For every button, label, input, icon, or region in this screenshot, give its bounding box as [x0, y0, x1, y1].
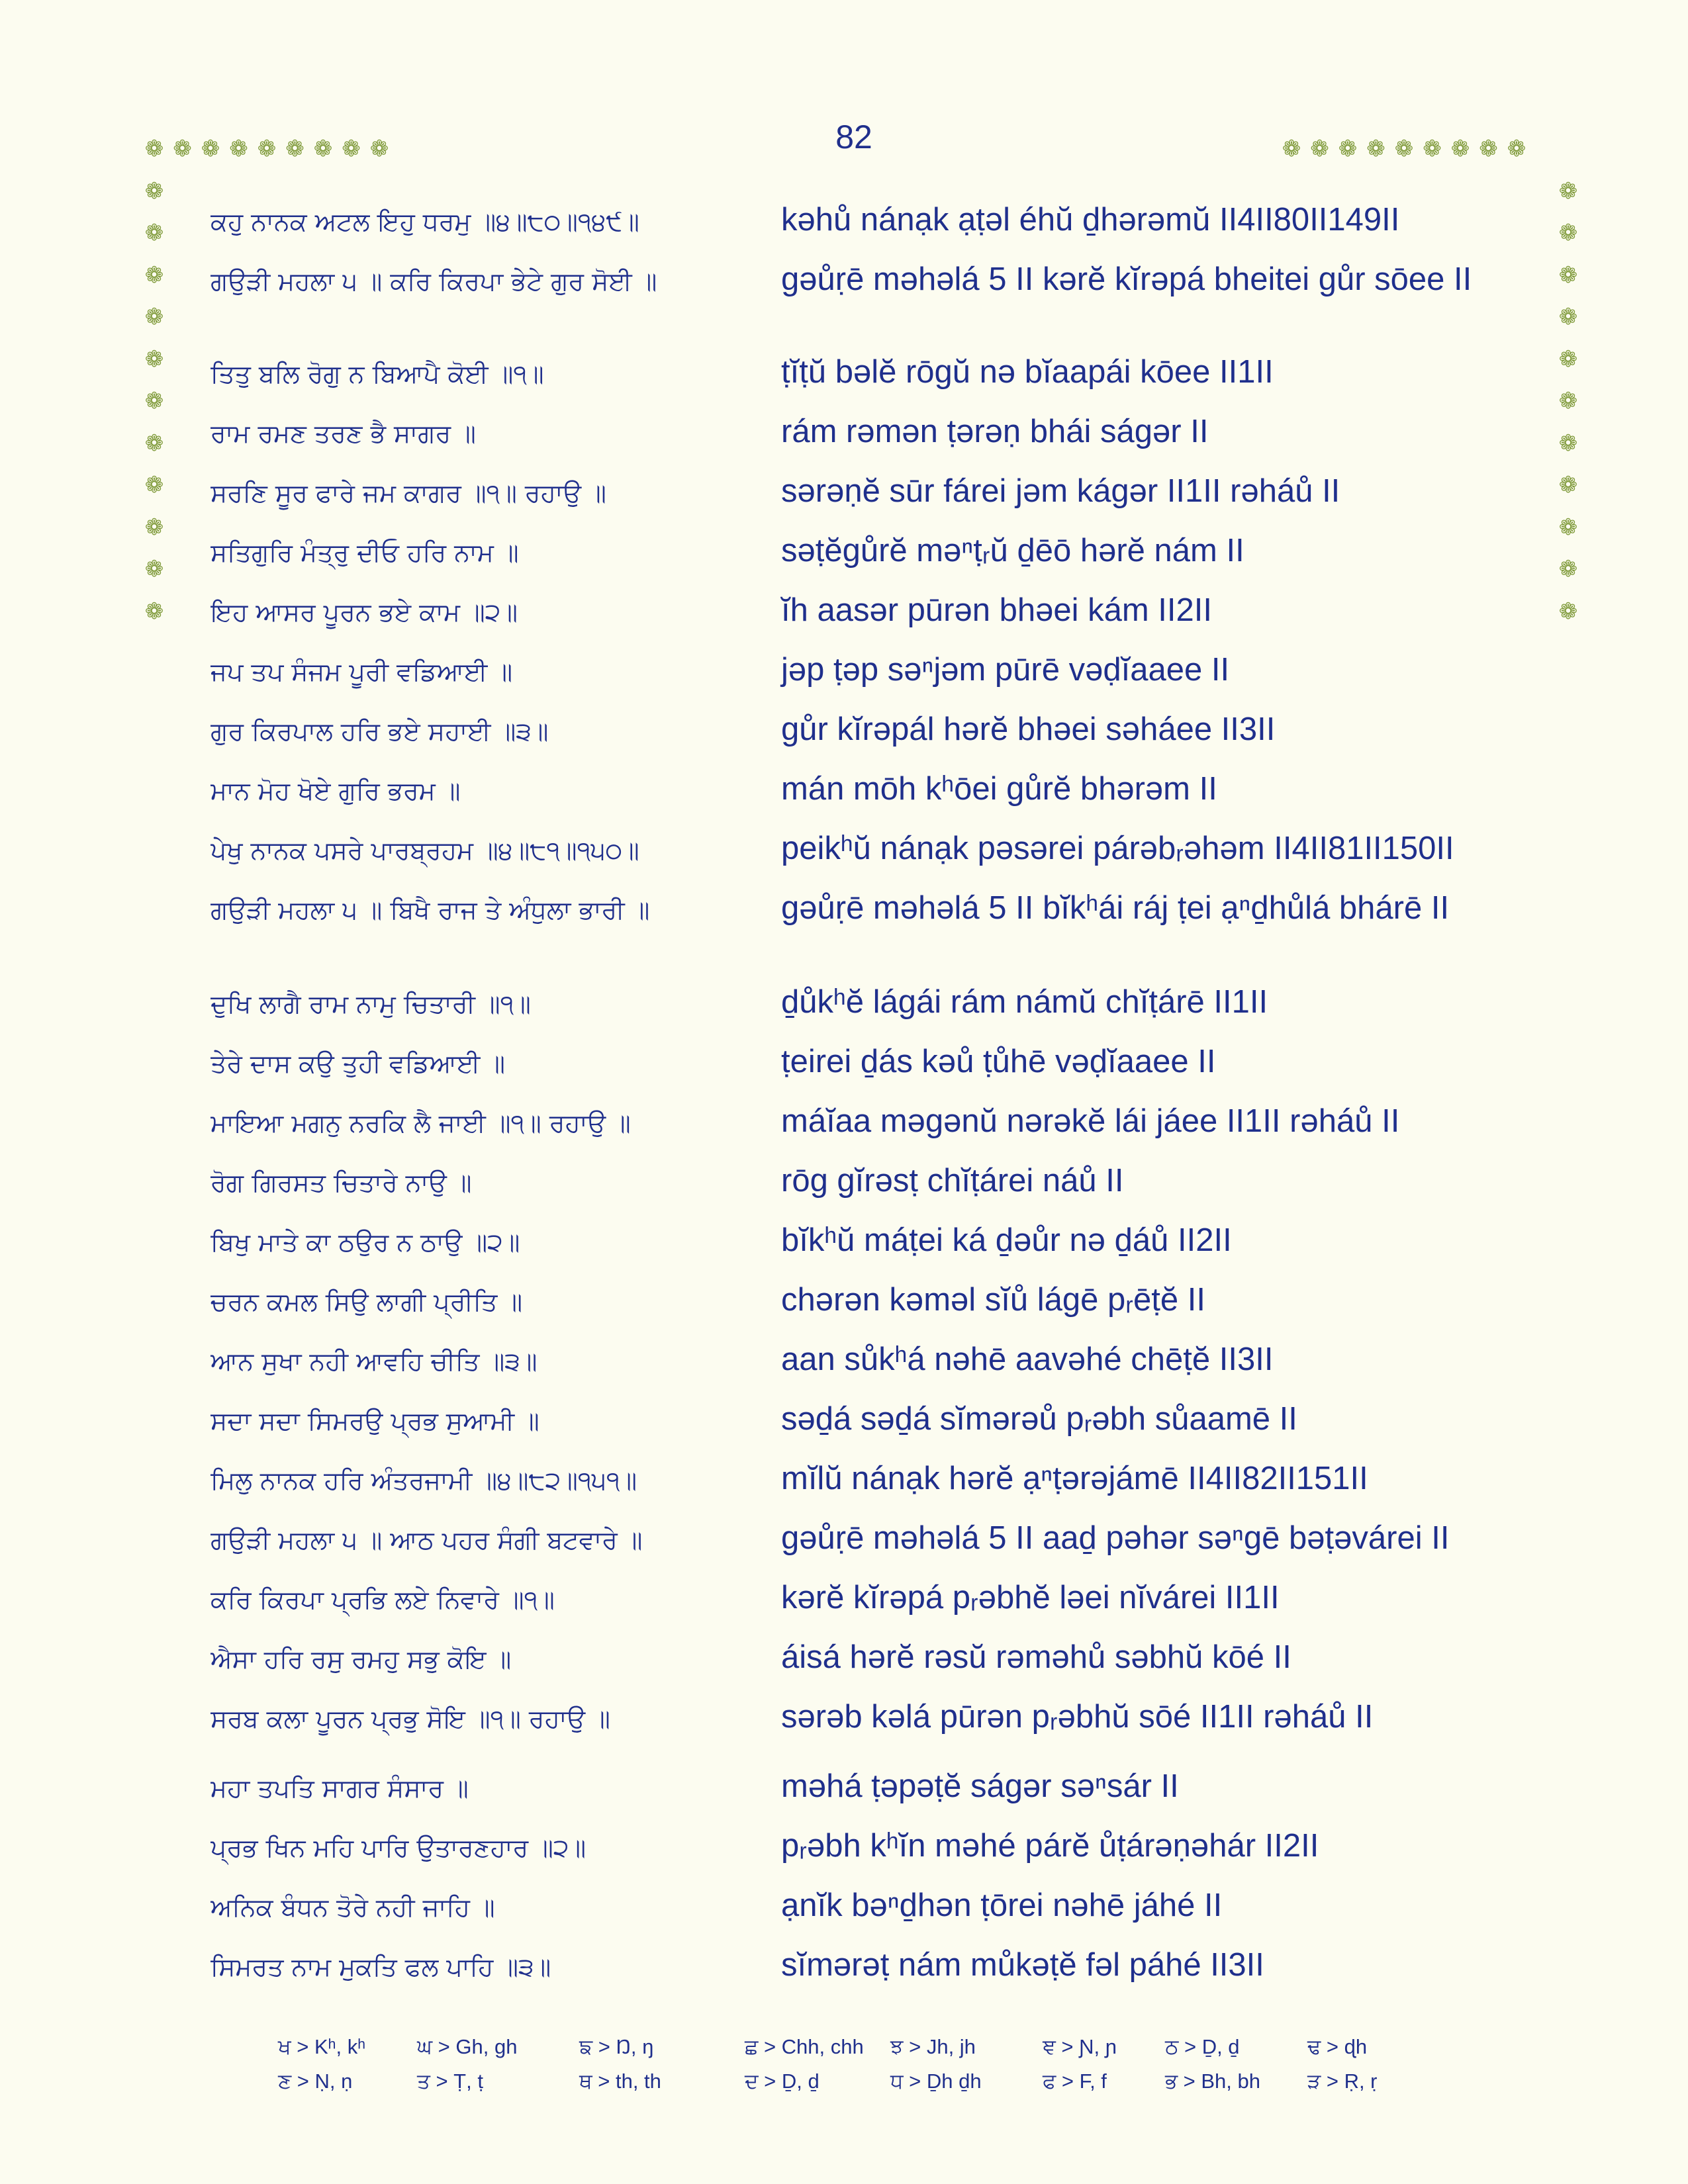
flower-ornament-icon: ❁ [1366, 136, 1385, 162]
transliteration-text: gůr kĭrəpál hərĕ bhəei səháee II3II [781, 711, 1276, 747]
transliteration-text: aan sůkʰá nəhē aavəhé chēṭĕ II3II [781, 1342, 1274, 1377]
verse-line [0, 1580, 1688, 1633]
flower-ornament-icon: ❁ [1558, 430, 1578, 457]
verse-line [0, 1768, 1688, 1821]
gurmukhi-text: ਪ੍ਰਭ ਖਿਨ ਮਹਿ ਪਾਰਿ ਉਤਾਰਣਹਾਰ ॥੨॥ [211, 1833, 586, 1862]
transliteration-text: sərəṇĕ sūr fárei jəm kágər II1II rəháů II [781, 473, 1340, 509]
gurmukhi-text: ਇਹ ਆਸਰ ਪੂਰਨ ਭਏ ਕਾਮ ॥੨॥ [211, 598, 518, 627]
verse-line [0, 1401, 1688, 1454]
flower-ornament-icon: ❁ [369, 136, 389, 162]
verse-line [0, 354, 1688, 407]
flower-ornament-icon: ❁ [1450, 136, 1470, 162]
transliteration-text: gəůṛē məhəlá 5 II bĭkʰái ráj ṭei ạⁿḏhůlá bhárē II [781, 890, 1450, 926]
verse-line [0, 202, 1688, 255]
gurmukhi-text: ਦੁਖਿ ਲਾਗੈ ਰਾਮ ਨਾਮੁ ਚਿਤਾਰੀ ॥੧॥ [211, 989, 531, 1019]
gurmukhi-text: ਆਨ ਸੁਖਾ ਨਹੀ ਆਵਹਿ ਚੀਤਿ ॥੩॥ [211, 1347, 538, 1376]
gurmukhi-text: ਮਿਲੁ ਨਾਨਕ ਹਰਿ ਅੰਤਰਜਾਮੀ ॥੪॥੮੨॥੧੫੧॥ [211, 1466, 637, 1495]
transliteration-text: gəůṛē məhəlá 5 II kərĕ kĭrəpá bheitei gůr sōee II [781, 261, 1472, 297]
verse-line [0, 1044, 1688, 1097]
flower-ornament-icon: ❁ [1558, 345, 1578, 373]
legend-entry: ਤ > Ṭ, ṭ [417, 2070, 483, 2093]
gurmukhi-text: ਸਰਣਿ ਸੂਰ ਫਾਰੇ ਜਮ ਕਾਗਰ ॥੧॥ ਰਹਾਉ ॥ [211, 478, 606, 508]
transliteration-text: jəp ṭəp səⁿjəm pūrē vəḍĭaaee II [781, 652, 1230, 688]
flower-ornament-icon: ❁ [1282, 136, 1301, 162]
flower-ornament-icon: ❁ [313, 136, 333, 162]
verse-line [0, 1699, 1688, 1752]
gurmukhi-text: ਗੁਰ ਕਿਰਪਾਲ ਹਰਿ ਭਏ ਸਹਾਈ ॥੩॥ [211, 717, 549, 746]
flower-ornament-icon: ❁ [144, 261, 164, 289]
flower-ornament-icon: ❁ [1558, 261, 1578, 289]
verse-line [0, 984, 1688, 1037]
legend-entry: ਥ > th, th [579, 2070, 661, 2093]
flower-ornament-icon: ❁ [144, 136, 164, 162]
transliteration-text: kərĕ kĭrəpá pᵣəbhĕ ləei nĭvárei II1II [781, 1580, 1280, 1615]
flower-ornament-icon: ❁ [1338, 136, 1358, 162]
verse-line [0, 890, 1688, 943]
transliteration-text: ṭeirei ḏás kəů ṭůhē vəḍĭaaee II [781, 1044, 1216, 1079]
gurmukhi-text: ਰੋਗ ਗਿਰਸਤ ਚਿਤਾਰੇ ਨਾਉ ॥ [211, 1168, 472, 1197]
flower-ornament-icon: ❁ [229, 136, 248, 162]
flower-ornament-icon: ❁ [1558, 556, 1578, 582]
transliteration-text: pᵣəbh kʰĭn məhé párĕ ůṭárəṇəhár II2II [781, 1828, 1319, 1864]
verse-line [0, 414, 1688, 467]
flower-ornament-icon: ❁ [144, 388, 164, 414]
transliteration-legend [278, 2035, 1436, 2108]
flower-ornament-icon: ❁ [144, 556, 164, 582]
transliteration-text: máĭaa məgənŭ nərəkĕ lái jáee II1II rəháů II [781, 1103, 1400, 1139]
flower-ornament-icon: ❁ [1558, 304, 1578, 330]
flower-ornament-icon: ❁ [1558, 177, 1578, 205]
legend-entry: ਙ > Ŋ, ŋ [579, 2035, 654, 2058]
flower-ornament-icon: ❁ [1558, 388, 1578, 414]
gurmukhi-text: ਐਸਾ ਹਰਿ ਰਸੁ ਰਮਹੁ ਸਭੁ ਕੋਇ ॥ [211, 1645, 512, 1674]
gurmukhi-text: ਮਾਨ ਮੋਹ ਖੋਏ ਗੁਰਿ ਭਰਮ ॥ [211, 776, 461, 805]
gurmukhi-text: ਜਪ ਤਪ ਸੰਜਮ ਪੂਰੀ ਵਡਿਆਈ ॥ [211, 657, 513, 686]
gurmukhi-text: ਬਿਖੁ ਮਾਤੇ ਕਾ ਠਉਰ ਨ ਠਾਉ ॥੨॥ [211, 1228, 520, 1257]
verse-line [0, 1342, 1688, 1394]
transliteration-text: sĭmərəṭ nám můkəṭĕ fəl páhé II3II [781, 1947, 1264, 1983]
flower-ornament-icon: ❁ [144, 177, 164, 205]
flower-ornament-icon: ❁ [1394, 136, 1414, 162]
legend-entry: ਦ > Ḏ, ḏ [745, 2070, 820, 2093]
gurmukhi-text: ਸਰਬ ਕਲਾ ਪੂਰਨ ਪ੍ਰਭੁ ਸੋਇ ॥੧॥ ਰਹਾਉ ॥ [211, 1704, 610, 1733]
gurmukhi-text: ਮਾਇਆ ਮਗਨੁ ਨਰਕਿ ਲੈ ਜਾਈ ॥੧॥ ਰਹਾਉ ॥ [211, 1109, 631, 1138]
transliteration-text: ạnĭk bəⁿḏhən ṭōrei nəhē jáhé II [781, 1888, 1223, 1923]
transliteration-text: rōg gĭrəsṭ chĭṭárei náů II [781, 1163, 1124, 1199]
transliteration-text: chərən kəməl sĭů lágē pᵣēṭĕ II [781, 1282, 1205, 1318]
gurmukhi-text: ਅਨਿਕ ਬੰਧਨ ਤੋਰੇ ਨਹੀ ਜਾਹਿ ॥ [211, 1893, 495, 1922]
flower-ornament-icon: ❁ [1423, 136, 1442, 162]
gurmukhi-text: ਸਿਮਰਤ ਨਾਮ ਮੁਕਤਿ ਫਲ ਪਾਹਿ ॥੩॥ [211, 1952, 551, 1981]
legend-entry: ਝ > Jh, jh [890, 2035, 976, 2058]
transliteration-text: gəůṛē məhəlá 5 II aaḏ pəhər səⁿgē bəṭəvárei II [781, 1520, 1450, 1556]
transliteration-text: rám rəmən ṭərəṇ bhái ságər II [781, 414, 1209, 449]
verse-line [0, 1828, 1688, 1881]
gurmukhi-text: ਤੇਰੇ ਦਾਸ ਕਉ ਤੁਹੀ ਵਡਿਆਈ ॥ [211, 1049, 506, 1078]
gurmukhi-text: ਰਾਮ ਰਮਣ ਤਰਣ ਭੈ ਸਾਗਰ ॥ [211, 419, 476, 448]
gurmukhi-text: ਗਉੜੀ ਮਹਲਾ ੫ ॥ ਆਠ ਪਹਰ ਸੰਗੀ ਬਟਵਾਰੇ ॥ [211, 1525, 643, 1555]
legend-entry: ਛ > Chh, chh [745, 2035, 864, 2058]
legend-entry: ੜ > Ṛ, ṛ [1307, 2070, 1378, 2093]
verse-line [0, 1282, 1688, 1335]
transliteration-text: peikʰŭ nánạk pəsərei párəbᵣəhəm II4II81II150II [781, 831, 1454, 866]
transliteration-text: məhá ṭəpəṭĕ ságər səⁿsár II [781, 1768, 1179, 1804]
legend-entry: ਖ > Kʰ, kʰ [278, 2035, 366, 2058]
gurmukhi-text: ਮਹਾ ਤਪਤਿ ਸਾਗਰ ਸੰਸਾਰ ॥ [211, 1774, 469, 1803]
flower-ornament-icon: ❁ [144, 514, 164, 541]
gurmukhi-text: ਗਉੜੀ ਮਹਲਾ ੫ ॥ ਕਰਿ ਕਿਰਪਾ ਭੇਟੇ ਗੁਰ ਸੋਈ ॥ [211, 267, 657, 296]
flower-ornament-icon: ❁ [1558, 472, 1578, 498]
verse-line [0, 1103, 1688, 1156]
verse-line [0, 1461, 1688, 1514]
legend-entry: ਣ > Ṇ, ṇ [278, 2070, 353, 2093]
flower-ornament-icon: ❁ [144, 220, 164, 246]
flower-ornament-icon: ❁ [257, 136, 277, 162]
flower-ornament-icon: ❁ [1558, 220, 1578, 246]
legend-entry: ਫ > F, f [1043, 2070, 1107, 2093]
verse-line [0, 1639, 1688, 1692]
legend-entry: ਠ > Ḏ, ḏ [1165, 2035, 1240, 2058]
gurmukhi-text: ਪੇਖੁ ਨਾਨਕ ਪਸਰੇ ਪਾਰਬ੍ਰਹਮ ॥੪॥੮੧॥੧੫੦॥ [211, 836, 639, 865]
transliteration-text: kəhů nánạk ạṭəl éhŭ ḏhərəmŭ II4II80II149II [781, 202, 1400, 238]
flower-ornament-icon: ❁ [342, 136, 361, 162]
gurmukhi-text: ਸਦਾ ਸਦਾ ਸਿਮਰਉ ਪ੍ਰਭ ਸੁਆਮੀ ॥ [211, 1406, 539, 1435]
flower-ornament-icon: ❁ [1558, 598, 1578, 625]
flower-ornament-icon: ❁ [201, 136, 220, 162]
flower-ornament-icon: ❁ [144, 345, 164, 373]
verse-line [0, 711, 1688, 764]
transliteration-text: bĭkʰŭ máṭei ká ḏəůr nə ḏáů II2II [781, 1222, 1232, 1258]
flower-ornament-icon: ❁ [144, 472, 164, 498]
legend-entry: ਧ > Ḏh ḏh [890, 2070, 982, 2093]
verse-line [0, 1947, 1688, 2000]
transliteration-text: ṭĭṭŭ bəlĕ rōgŭ nə bĭaapái kōee II1II [781, 354, 1274, 390]
flower-ornament-icon: ❁ [173, 136, 192, 162]
gurmukhi-text: ਸਤਿਗੁਰਿ ਮੰਤ੍ਰੁ ਦੀਓ ਹਰਿ ਨਾਮ ॥ [211, 538, 519, 567]
verse-line [0, 831, 1688, 884]
flower-ornament-icon: ❁ [1310, 136, 1329, 162]
flower-ornament-icon: ❁ [1479, 136, 1498, 162]
gurmukhi-text: ਕਹੁ ਨਾਨਕ ਅਟਲ ਇਹੁ ਧਰਮੁ ॥੪॥੮੦॥੧੪੯॥ [211, 207, 639, 236]
gurmukhi-text: ਚਰਨ ਕਮਲ ਸਿਉ ਲਾਗੀ ਪ੍ਰੀਤਿ ॥ [211, 1287, 523, 1316]
transliteration-text: mán mōh kʰōei gůrĕ bhərəm II [781, 771, 1217, 807]
page-number: 82 [835, 118, 872, 156]
flower-ornament-icon: ❁ [1507, 136, 1526, 162]
verse-line [0, 592, 1688, 645]
verse-line [0, 473, 1688, 526]
legend-entry: ਘ > Gh, gh [417, 2035, 518, 2058]
verse-line [0, 1888, 1688, 1940]
verse-line [0, 1163, 1688, 1216]
flower-ornament-icon: ❁ [144, 304, 164, 330]
transliteration-text: sərəb kəlá pūrən pᵣəbhŭ sōé II1II rəháů II [781, 1699, 1374, 1735]
transliteration-text: ĭh aasər pūrən bhəei kám II2II [781, 592, 1212, 628]
verse-line [0, 771, 1688, 824]
flower-ornament-icon: ❁ [285, 136, 305, 162]
flower-ornament-icon: ❁ [144, 598, 164, 625]
legend-entry: ਭ > Bh, bh [1165, 2070, 1260, 2093]
transliteration-text: səṭĕgůrĕ məⁿṭᵣŭ ḏēō hərĕ nám II [781, 533, 1244, 569]
verse-line [0, 533, 1688, 586]
gurmukhi-text: ਤਿਤੁ ਬਲਿ ਰੋਗੁ ਨ ਬਿਆਪੈ ਕੋਈ ॥੧॥ [211, 359, 544, 388]
transliteration-text: mĭlŭ nánạk hərĕ ạⁿṭərəjámē II4II82II151II [781, 1461, 1368, 1496]
verse-line [0, 652, 1688, 705]
gurmukhi-text: ਗਉੜੀ ਮਹਲਾ ੫ ॥ ਬਿਖੈ ਰਾਜ ਤੇ ਅੰਧੁਲਾ ਭਾਰੀ ॥ [211, 895, 650, 925]
verse-line [0, 1520, 1688, 1573]
legend-entry: ਢ > ɖh [1307, 2035, 1368, 2058]
transliteration-text: səḏá səḏá sĭmərəů pᵣəbh sůaamē II [781, 1401, 1297, 1437]
legend-entry: ਞ > Ɲ, ɲ [1043, 2035, 1117, 2058]
verse-line [0, 261, 1688, 314]
verse-line [0, 1222, 1688, 1275]
flower-ornament-icon: ❁ [144, 430, 164, 457]
flower-ornament-icon: ❁ [1558, 514, 1578, 541]
transliteration-text: áisá hərĕ rəsŭ rəməhů səbhŭ kōé II [781, 1639, 1291, 1675]
transliteration-text: ḏůkʰĕ lágái rám námŭ chĭṭárē II1II [781, 984, 1268, 1020]
gurmukhi-text: ਕਰਿ ਕਿਰਪਾ ਪ੍ਰਭਿ ਲਏ ਨਿਵਾਰੇ ॥੧॥ [211, 1585, 555, 1614]
